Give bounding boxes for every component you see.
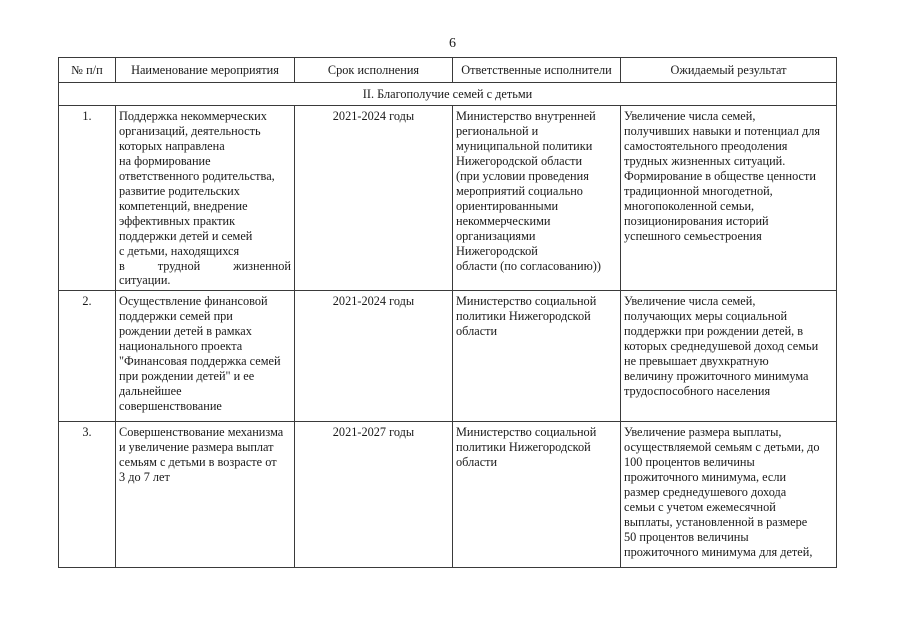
header-name: Наименование мероприятия: [116, 58, 295, 83]
text-line: политики Нижегородской: [456, 309, 591, 324]
text-line: Увеличение размера выплаты,: [624, 425, 782, 440]
text-line: поддержки детей и семей: [119, 228, 253, 243]
text-line: успешного семьестроения: [624, 228, 762, 243]
text-line: Увеличение числа семей,: [624, 109, 756, 123]
term-cell: 2021-2024 годы: [295, 291, 453, 422]
term-cell: 2021-2027 годы: [295, 422, 453, 568]
text-line: не превышает двухкратную: [624, 354, 769, 369]
text-line: поддержки семей при: [119, 309, 233, 324]
measure-name-cell: [116, 106, 295, 291]
text-line: области: [456, 324, 498, 339]
text-word: трудной: [157, 258, 201, 273]
term-cell: 2021-2024 годы: [295, 106, 453, 291]
text-line: Формирование в обществе ценности: [624, 168, 816, 183]
result-cell: [621, 422, 837, 568]
result-cell: [621, 106, 837, 291]
text-line: области: [456, 455, 498, 470]
text-line: семьям с детьми в возрасте от: [119, 455, 277, 470]
text-line: при рождении детей" и ее: [119, 369, 255, 384]
text-line: трудных жизненных ситуаций.: [624, 153, 786, 168]
text-line: рождении детей в рамках: [119, 324, 252, 339]
row-number: 3.: [59, 422, 116, 568]
text-line: прожиточного минимума для детей,: [624, 545, 813, 560]
text-line: организациями: [456, 228, 536, 243]
text-line: Министерство социальной: [456, 294, 597, 309]
text-word: в: [119, 258, 125, 273]
text-line: которых направлена: [119, 138, 225, 153]
text-line: области (по согласованию)): [456, 258, 601, 273]
section-title: II. Благополучие семей с детьми: [59, 83, 837, 106]
text-line: совершенствование: [119, 399, 222, 414]
text-line: (при условии проведения: [456, 168, 589, 183]
text-line: поддержки при рождении детей, в: [624, 324, 804, 339]
text-line: "Финансовая поддержка семей: [119, 354, 281, 369]
table-header-row: [59, 58, 837, 83]
responsible-cell: [453, 106, 621, 291]
row-number: 1.: [59, 106, 116, 291]
table-row: [59, 106, 837, 291]
text-line: компетенций, внедрение: [119, 198, 248, 213]
responsible-cell: [453, 291, 621, 422]
text-line: Министерство внутренней: [456, 109, 596, 123]
text-line: мероприятий социально: [456, 183, 583, 198]
text-line: и увеличение размера выплат: [119, 440, 274, 455]
header-responsible: Ответственные исполнители: [453, 58, 621, 83]
text-line: муниципальной политики: [456, 138, 593, 153]
text-line: размер среднедушевого дохода: [624, 485, 787, 500]
text-line: самостоятельного преодоления: [624, 138, 788, 153]
text-line: 3 до 7 лет: [119, 470, 170, 485]
page-number: 6: [449, 36, 456, 51]
table-row: [59, 422, 837, 568]
text-line: Нижегородской области: [456, 153, 583, 168]
measures-table: [58, 57, 837, 568]
text-line: Министерство социальной: [456, 425, 597, 440]
text-line: величину прожиточного минимума: [624, 369, 809, 384]
text-line: 100 процентов величины: [624, 455, 755, 470]
responsible-cell: [453, 422, 621, 568]
text-line: получающих меры социальной: [624, 309, 788, 324]
text-line: Поддержка некоммерческих: [119, 109, 267, 123]
text-line: Нижегородской: [456, 243, 538, 258]
text-line: некоммерческими: [456, 213, 551, 228]
text-line: политики Нижегородской: [456, 440, 591, 455]
text-line: развитие родительских: [119, 183, 240, 198]
text-line: эффективных практик: [119, 213, 236, 228]
text-line: трудоспособного населения: [624, 384, 771, 399]
text-line: традиционной многодетной,: [624, 183, 773, 198]
text-line: 50 процентов величины: [624, 530, 749, 545]
text-line: Осуществление финансовой: [119, 294, 268, 309]
text-line: многопоколенной семьи,: [624, 198, 755, 213]
row-number: 2.: [59, 291, 116, 422]
text-line: получивших навыки и потенциал для: [624, 123, 821, 138]
text-line: осуществляемой семьям с детьми, до: [624, 440, 820, 455]
text-line: национального проекта: [119, 339, 243, 354]
justified-text-line: [119, 259, 291, 274]
measure-name-cell: [116, 422, 295, 568]
text-line: с детьми, находящихся: [119, 243, 240, 258]
table-row: [59, 291, 837, 422]
text-line: которых среднедушевой доход семьи: [624, 339, 819, 354]
text-line: организаций, деятельность: [119, 123, 261, 138]
text-line: на формирование: [119, 153, 211, 168]
text-line: ситуации.: [119, 273, 171, 288]
header-result: Ожидаемый результат: [621, 58, 837, 83]
text-line: региональной и: [456, 123, 539, 138]
text-line: позиционирования историй: [624, 213, 769, 228]
section-row: [59, 83, 837, 106]
measure-name-cell: [116, 291, 295, 422]
text-line: Увеличение числа семей,: [624, 294, 756, 309]
text-line: выплаты, установленной в размере: [624, 515, 808, 530]
header-num: № п/п: [59, 58, 116, 83]
text-line: Совершенствование механизма: [119, 425, 284, 440]
text-line: прожиточного минимума, если: [624, 470, 787, 485]
text-line: ориентированными: [456, 198, 559, 213]
result-cell: [621, 291, 837, 422]
text-line: семьи с учетом ежемесячной: [624, 500, 776, 515]
text-word: жизненной: [233, 258, 291, 273]
text-line: ответственного родительства,: [119, 168, 275, 183]
text-line: дальнейшее: [119, 384, 182, 399]
header-term: Срок исполнения: [295, 58, 453, 83]
